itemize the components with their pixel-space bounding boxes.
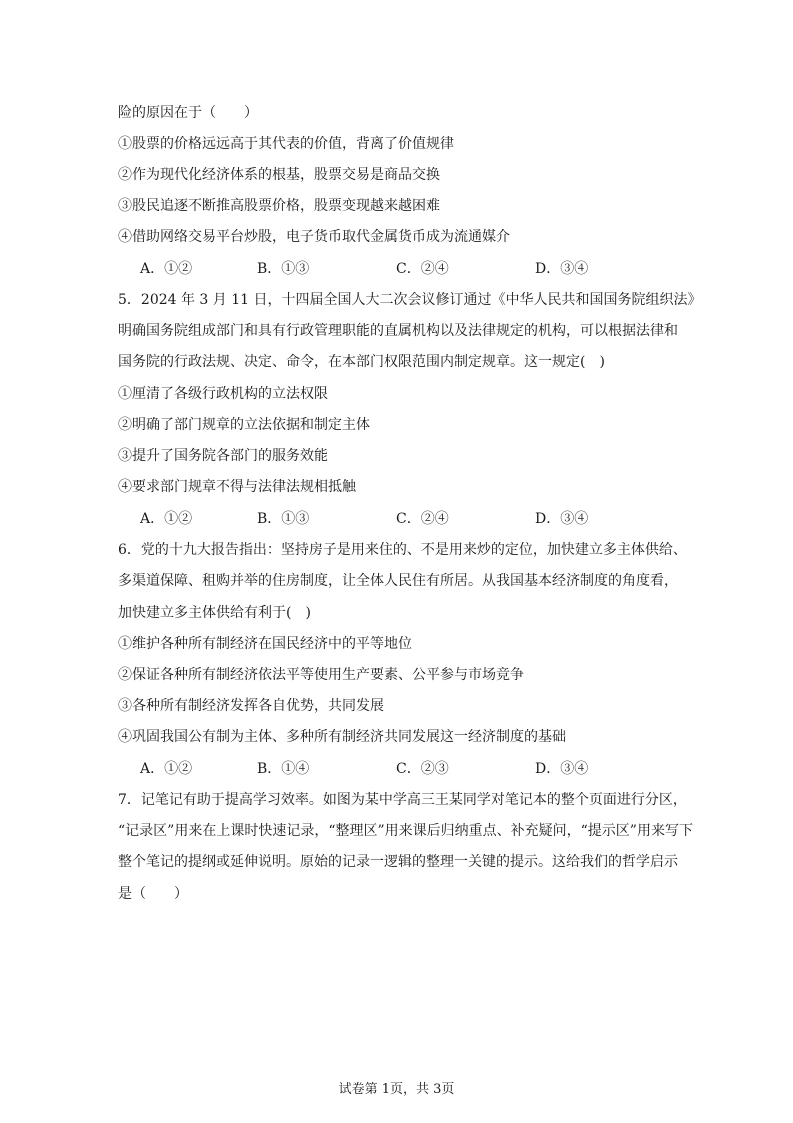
- q7-stem-line-3: 整个笔记的提纲或延伸说明。原始的记录一逻辑的整理一关键的提示。这给我们的哲学启示: [118, 854, 678, 870]
- q7-stem-line-1: 7．记笔记有助于提高学习效率。如图为某中学高三王某同学对笔记本的整个页面进行分区，: [118, 792, 687, 808]
- q4-item-4: ④借助网络交易平台炒股，电子货币取代金属货币成为流通媒介: [118, 229, 510, 245]
- q5-option-a[interactable]: A．①②: [140, 511, 193, 527]
- q7-stem-line-4: 是（ ）: [118, 886, 188, 902]
- q5-stem-line-1: 5．2024 年 3 月 11 日，十四届全国人大二次会议修订通过《中华人民共和国国务院组织法》: [118, 292, 702, 308]
- q4-stem-tail: 险的原因在于（ ）: [118, 105, 258, 121]
- q5-stem-line-2: 明确国务院组成部门和具有行政管理职能的直属机构以及法律规定的机构，可以根据法律和: [118, 323, 678, 339]
- q6-stem-line-3: 加快建立多主体供给有利于( ): [118, 605, 311, 621]
- q5-item-2: ②明确了部门规章的立法依据和制定主体: [118, 417, 370, 433]
- q6-stem-line-1: 6．党的十九大报告指出：坚持房子是用来住的、不是用来炒的定位，加快建立多主体供给、: [118, 542, 687, 558]
- q6-item-3: ③各种所有制经济发挥各自优势，共同发展: [118, 698, 384, 714]
- q6-option-b[interactable]: B．①④: [257, 761, 310, 777]
- q7-stem-line-2: “记录区”用来在上课时快速记录，“整理区”用来课后归纳重点、补充疑问，“提示区”用来写下: [118, 823, 693, 839]
- q6-stem-line-2: 多渠道保障、租购并举的住房制度，让全体人民住有所居。从我国基本经济制度的角度看，: [118, 573, 678, 589]
- q4-option-a[interactable]: A．①②: [140, 261, 193, 277]
- q4-item-2: ②作为现代化经济体系的根基，股票交易是商品交换: [118, 167, 440, 183]
- q6-item-1: ①维护各种所有制经济在国民经济中的平等地位: [118, 636, 412, 652]
- q4-option-d[interactable]: D．③④: [535, 261, 589, 277]
- q5-option-b[interactable]: B．①③: [257, 511, 310, 527]
- q6-option-d[interactable]: D．③④: [535, 761, 589, 777]
- q4-item-3: ③股民追逐不断推高股票价格，股票变现越来越困难: [118, 198, 440, 214]
- q5-item-3: ③提升了国务院各部门的服务效能: [118, 448, 328, 464]
- q5-stem-line-3: 国务院的行政法规、决定、命令，在本部门权限范围内制定规章。这一规定( ): [118, 354, 605, 370]
- q6-option-a[interactable]: A．①②: [140, 761, 193, 777]
- q6-item-4: ④巩固我国公有制为主体、多种所有制经济共同发展这一经济制度的基础: [118, 729, 566, 745]
- q6-item-2: ②保证各种所有制经济依法平等使用生产要素、公平参与市场竞争: [118, 667, 524, 683]
- q5-option-c[interactable]: C．②④: [396, 511, 449, 527]
- q4-item-1: ①股票的价格远远高于其代表的价值，背离了价值规律: [118, 136, 454, 152]
- q6-option-c[interactable]: C．②③: [396, 761, 449, 777]
- q5-item-4: ④要求部门规章不得与法律法规相抵触: [118, 479, 356, 495]
- page-footer: 试卷第 1页，共 3页: [338, 1082, 455, 1097]
- q4-option-b[interactable]: B．①③: [257, 261, 310, 277]
- q4-option-c[interactable]: C．②④: [396, 261, 449, 277]
- q5-item-1: ①厘清了各级行政机构的立法权限: [118, 386, 328, 402]
- q5-option-d[interactable]: D．③④: [535, 511, 589, 527]
